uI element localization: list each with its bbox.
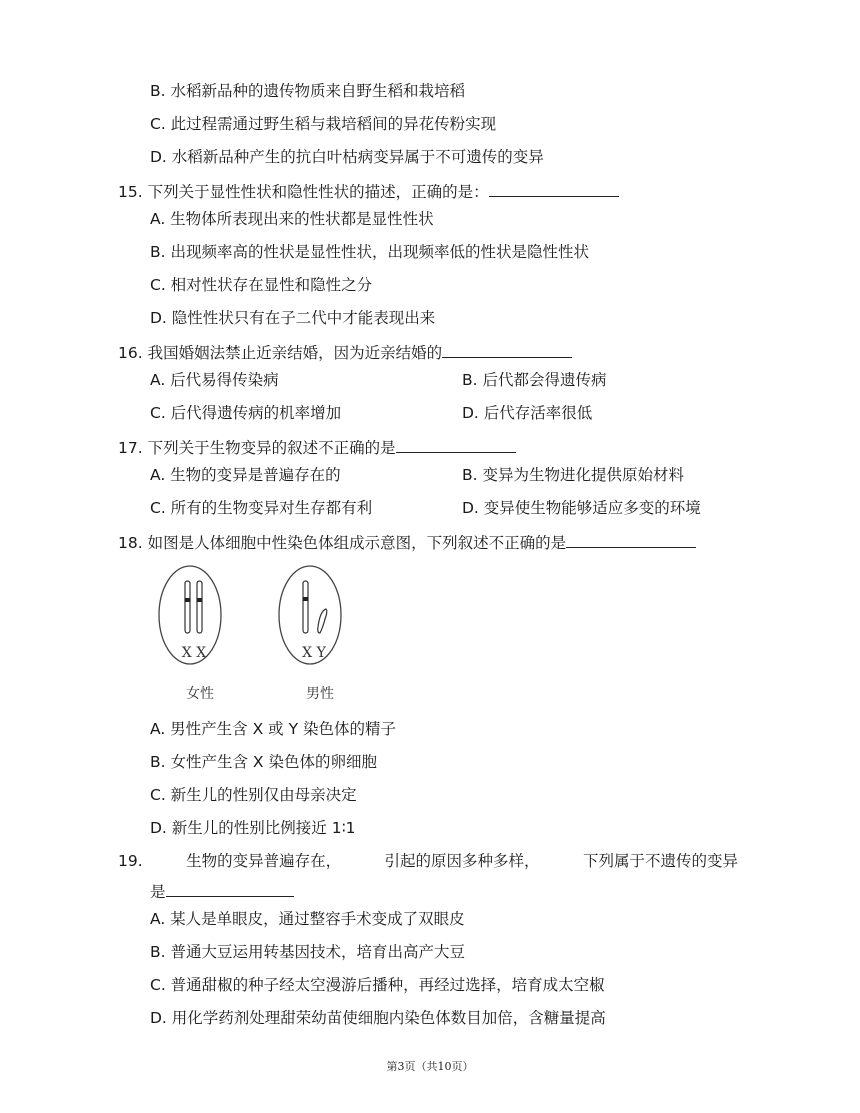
q19-option-c: C. 普通甜椒的种子经太空漫游后播种，再经过选择，培育成太空椒 (150, 976, 605, 994)
q19-option-d: D. 用化学药剂处理甜荣幼苗使细胞内染色体数目加倍，含糖量提高 (150, 1009, 606, 1027)
q16-answer-blank[interactable] (442, 341, 572, 358)
q18-option-c: C. 新生儿的性别仅由母亲决定 (150, 786, 357, 804)
male-x-chromosome (303, 581, 308, 633)
q19-stem-continuation (150, 880, 294, 902)
q15-option-d: D. 隐性性状只有在子二代中才能表现出来 (150, 309, 436, 327)
q15-option-b: B. 出现频率高的性状是显性性状，出现频率低的性状是隐性性状 (150, 243, 589, 261)
q17-answer-blank[interactable] (396, 436, 516, 453)
q18-option-a: A. 男性产生含 X 或 Y 染色体的精子 (150, 720, 396, 738)
q19-option-a: A. 某人是单眼皮，通过整容手术变成了双眼皮 (150, 910, 465, 928)
female-x-chromosome-2 (197, 581, 202, 633)
male-x-centromere (303, 597, 309, 601)
q16-option-d: D. 后代存活率很低 (462, 404, 593, 422)
q18-stem-text: 18. 如图是人体细胞中性染色体组成示意图，下列叙述不正确的是 (118, 534, 567, 552)
female-chromosome-label: X X (181, 645, 207, 661)
page-footer: 第3页（共10页） (386, 1060, 474, 1073)
q15-stem-text: 15. 下列关于显性性状和隐性性状的描述，正确的是： (118, 183, 489, 201)
q18-stem (118, 531, 696, 553)
q16-stem-text: 16. 我国婚姻法禁止近亲结婚，因为近亲结婚的 (118, 344, 443, 362)
male-label: 男性 (306, 686, 334, 702)
q16-option-a: A. 后代易得传染病 (150, 371, 279, 389)
q17-option-b: B. 变异为生物进化提供原始材料 (462, 466, 684, 484)
female-x-centromere-1 (185, 598, 191, 602)
q19-option-b: B. 普通大豆运用转基因技术，培育出高产大豆 (150, 943, 465, 961)
female-label: 女性 (186, 686, 214, 702)
q19-stem-number: 19. (118, 852, 143, 870)
q16-option-b: B. 后代都会得遗传病 (462, 371, 607, 389)
q14-option-b: B. 水稻新品种的遗传物质来自野生稻和栽培稻 (150, 82, 465, 100)
female-x-centromere-2 (197, 598, 203, 602)
q18-option-b: B. 女性产生含 X 染色体的卵细胞 (150, 753, 377, 771)
q17-stem (118, 436, 516, 458)
q15-option-a: A. 生物体所表现出来的性状都是显性性状 (150, 210, 434, 228)
q19-stem-part-1: 生物的变异普遍存在， (186, 852, 342, 870)
q17-option-d: D. 变异使生物能够适应多变的环境 (462, 499, 701, 517)
female-x-chromosome-1 (185, 581, 190, 633)
sex-chromosome-figure (150, 555, 360, 710)
q15-answer-blank[interactable] (489, 180, 619, 197)
q18-option-d: D. 新生儿的性别比例接近 1∶1 (150, 819, 356, 837)
male-chromosome-label: X Y (302, 645, 326, 661)
q14-option-d: D. 水稻新品种产生的抗白叶枯病变异属于不可遗传的变异 (150, 148, 544, 166)
q19-answer-blank[interactable] (166, 880, 294, 897)
q17-option-c: C. 所有的生物变异对生存都有利 (150, 499, 373, 517)
q19-stem-part-3: 下列属于不遗传的变异 (582, 852, 738, 870)
male-y-chromosome (318, 609, 327, 633)
q19-stem-part-2: 引起的原因多种多样， (384, 852, 540, 870)
q14-option-c: C. 此过程需通过野生稻与栽培稻间的异花传粉实现 (150, 115, 497, 133)
q17-stem-text: 17. 下列关于生物变异的叙述不正确的是 (118, 439, 396, 457)
q15-option-c: C. 相对性状存在显性和隐性之分 (150, 276, 373, 294)
q19-stem (118, 851, 738, 871)
q16-stem (118, 341, 572, 363)
q15-stem (118, 180, 619, 202)
q17-option-a: A. 生物的变异是普遍存在的 (150, 466, 341, 484)
q19-stem-cont-text: 是 (150, 883, 166, 901)
q16-option-c: C. 后代得遗传病的机率增加 (150, 404, 342, 422)
q18-answer-blank[interactable] (566, 531, 696, 548)
sex-chromosome-diagram (150, 555, 360, 710)
